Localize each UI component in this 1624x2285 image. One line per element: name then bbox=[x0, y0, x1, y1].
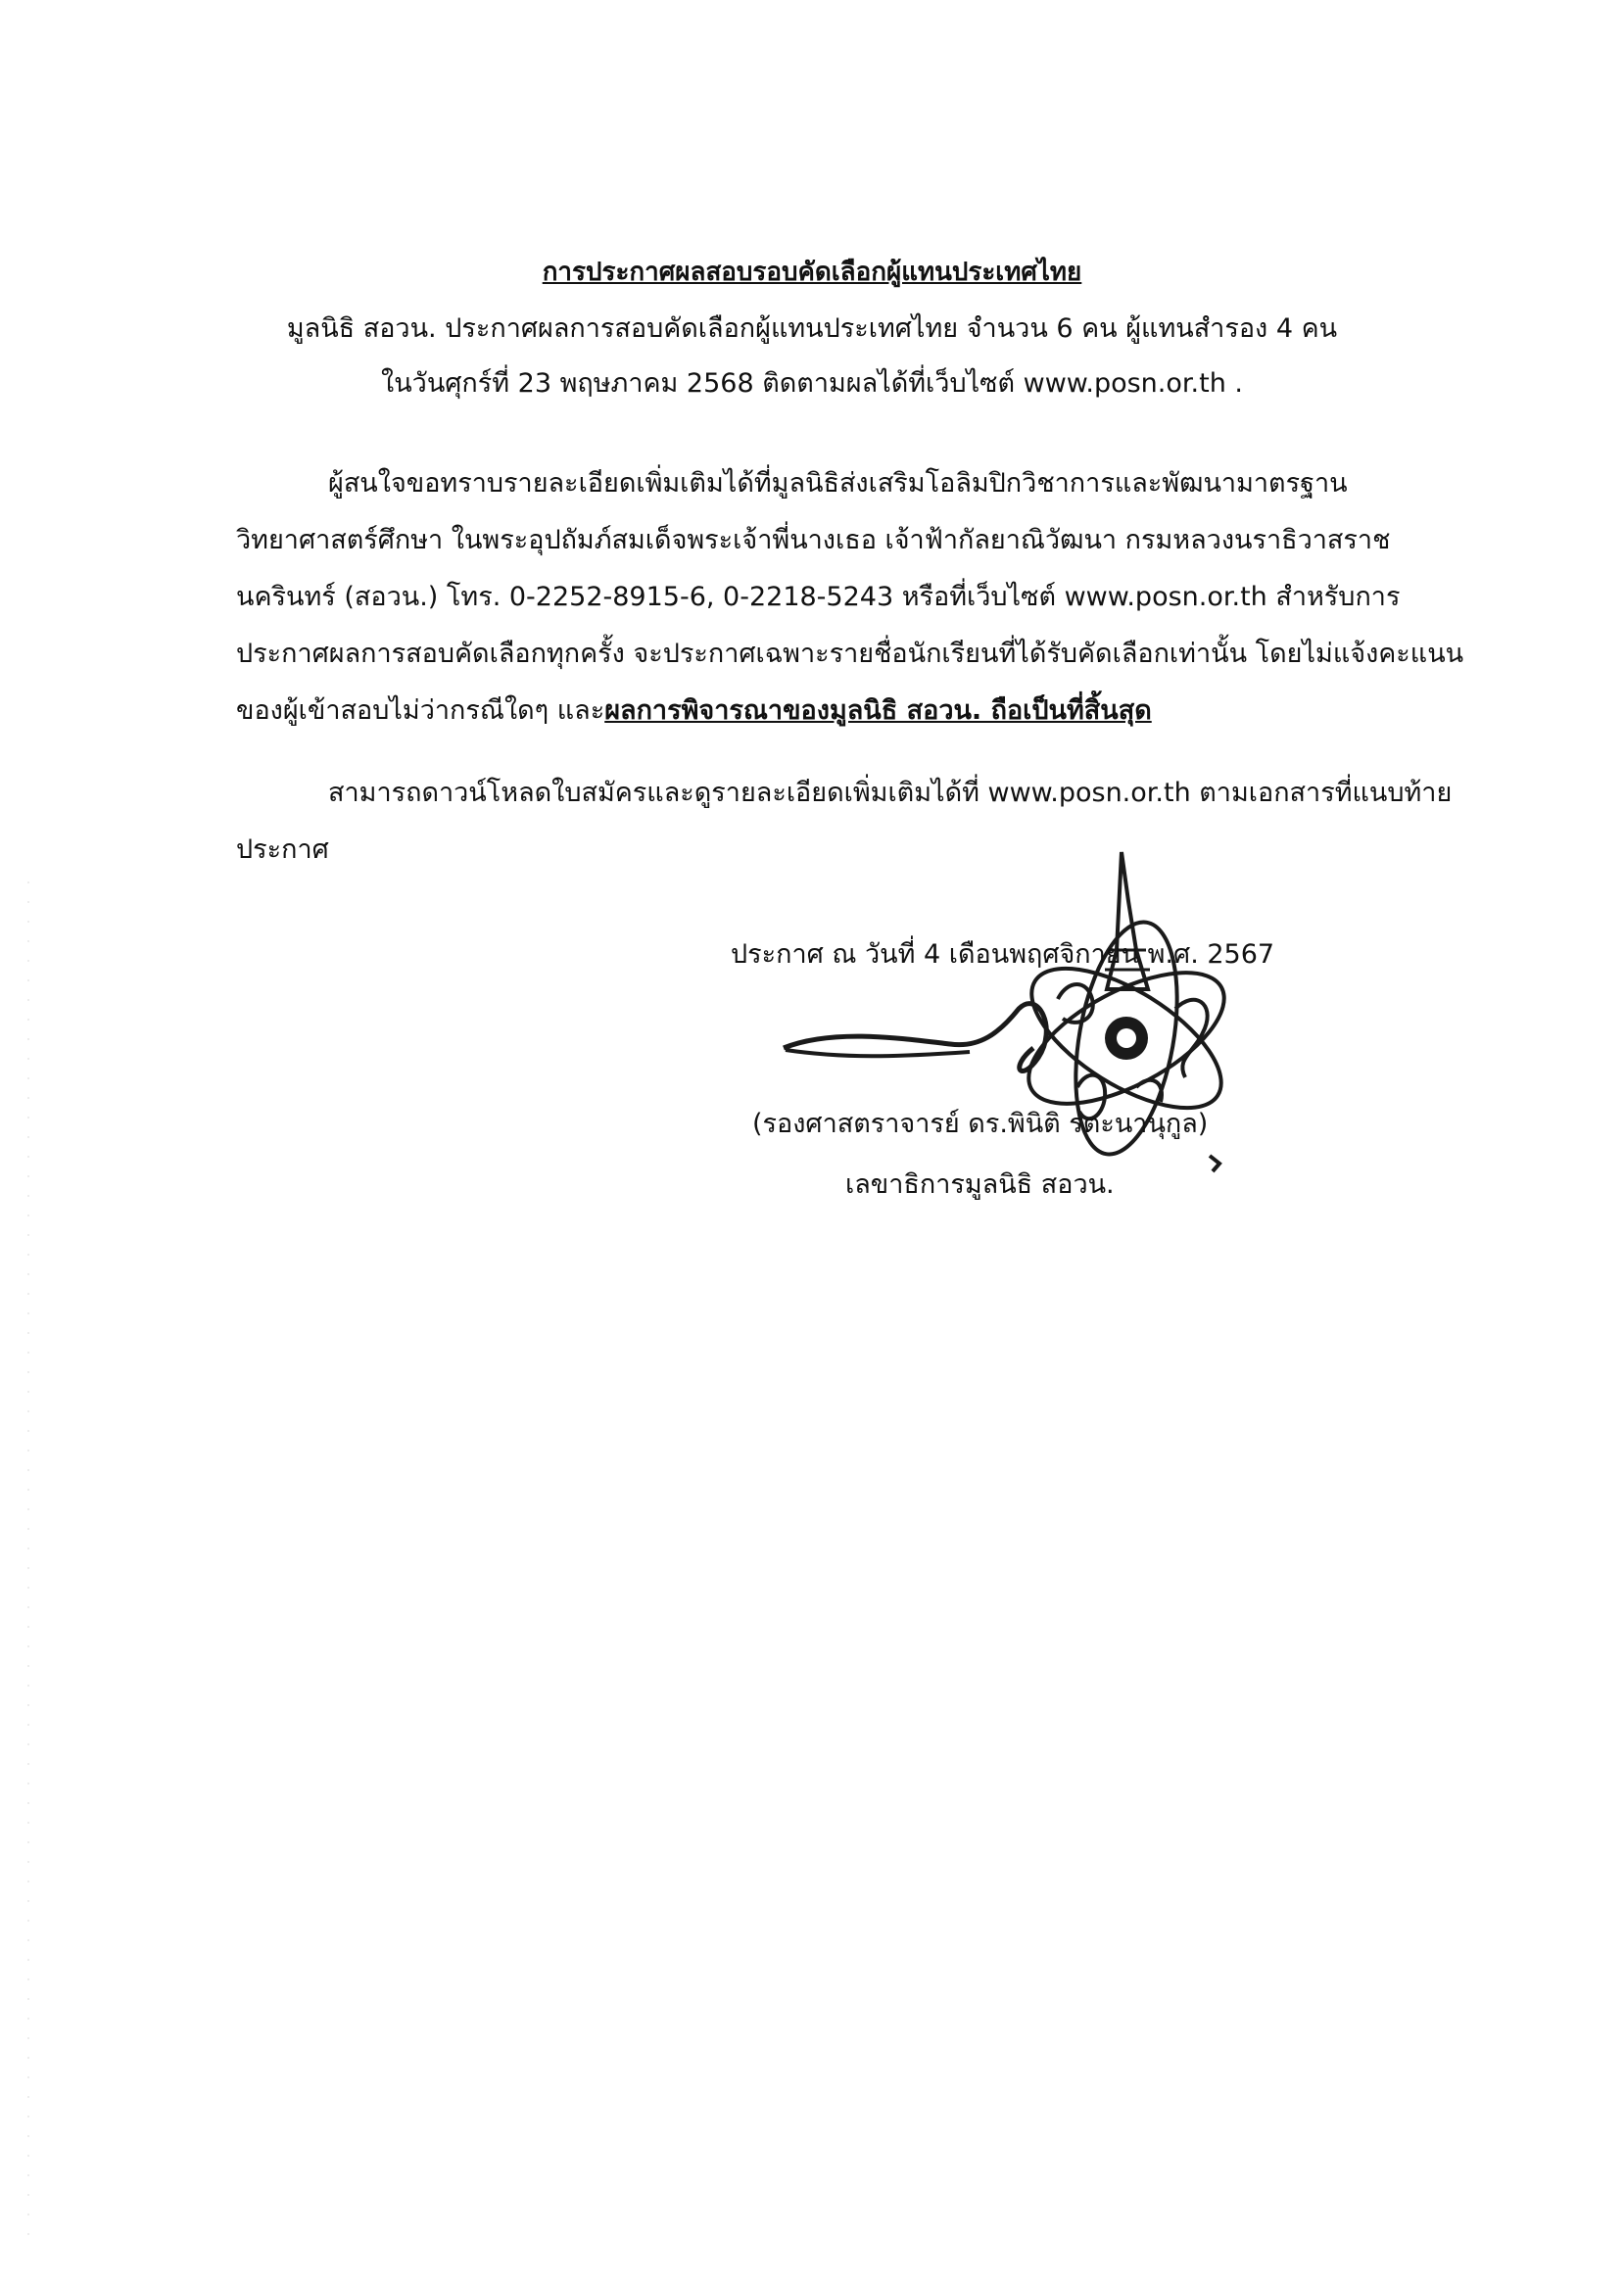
signer-name: (รองศาสตราจารย์ ดร.พินิติ รตะนานุกูล) bbox=[752, 1109, 1209, 1139]
paragraph-2-line-2: ประกาศ bbox=[236, 834, 329, 865]
paragraph-2-line-1: สามารถดาวน์โหลดใบสมัครและดูรายละเอียดเพิ่มเติมได้ที่ www.posn.or.th ตามเอกสารที่แนบท้าย bbox=[328, 778, 1453, 808]
scan-edge-marks bbox=[25, 881, 31, 2253]
paragraph-1-line-1: ผู้สนใจขอทราบรายละเอียดเพิ่มเติมได้ที่มูลนิธิส่งเสริมโอลิมปิกวิชาการและพัฒนามาตรฐาน bbox=[328, 468, 1348, 499]
final-decision-statement: ผลการพิจารณาของมูลนิธิ สอวน. ถือเป็นที่สิ้นสุด bbox=[604, 695, 1152, 726]
announcement-date: ประกาศ ณ วันที่ 4 เดือนพฤศจิกายน พ.ศ. 2567 bbox=[731, 939, 1275, 970]
paragraph-1-line-5-plain: ของผู้เข้าสอบไม่ว่ากรณีใดๆ และ bbox=[236, 695, 605, 726]
signer-title: เลขาธิการมูลนิธิ สอวน. bbox=[845, 1169, 1115, 1200]
intro-line-2: ในวันศุกร์ที่ 23 พฤษภาคม 2568 ติดตามผลได้ที่เว็บไซต์ www.posn.or.th . bbox=[381, 368, 1243, 399]
document-title: การประกาศผลสอบรอบคัดเลือกผู้แทนประเทศไทย bbox=[542, 258, 1082, 287]
paragraph-1-line-4: ประกาศผลการสอบคัดเลือกทุกครั้ง จะประกาศเฉพาะรายชื่อนักเรียนที่ได้รับคัดเลือกเท่านั้น โดยไม่แจ้งคะแนน bbox=[236, 639, 1464, 669]
intro-line-1: มูลนิธิ สอวน. ประกาศผลการสอบคัดเลือกผู้แทนประเทศไทย จำนวน 6 คน ผู้แทนสำรอง 4 คน bbox=[286, 313, 1338, 344]
paragraph-1-line-2: วิทยาศาสตร์ศึกษา ในพระอุปถัมภ์สมเด็จพระเจ้าพี่นางเธอ เจ้าฟ้ากัลยาณิวัฒนา กรมหลวงนราธิวาสราช bbox=[236, 525, 1391, 555]
paragraph-1-line-5 bbox=[236, 691, 1152, 731]
paragraph-1-line-3: นครินทร์ (สอวน.) โทร. 0-2252-8915-6, 0-2218-5243 หรือที่เว็บไซต์ www.posn.or.th สำหรับการ bbox=[236, 582, 1401, 612]
